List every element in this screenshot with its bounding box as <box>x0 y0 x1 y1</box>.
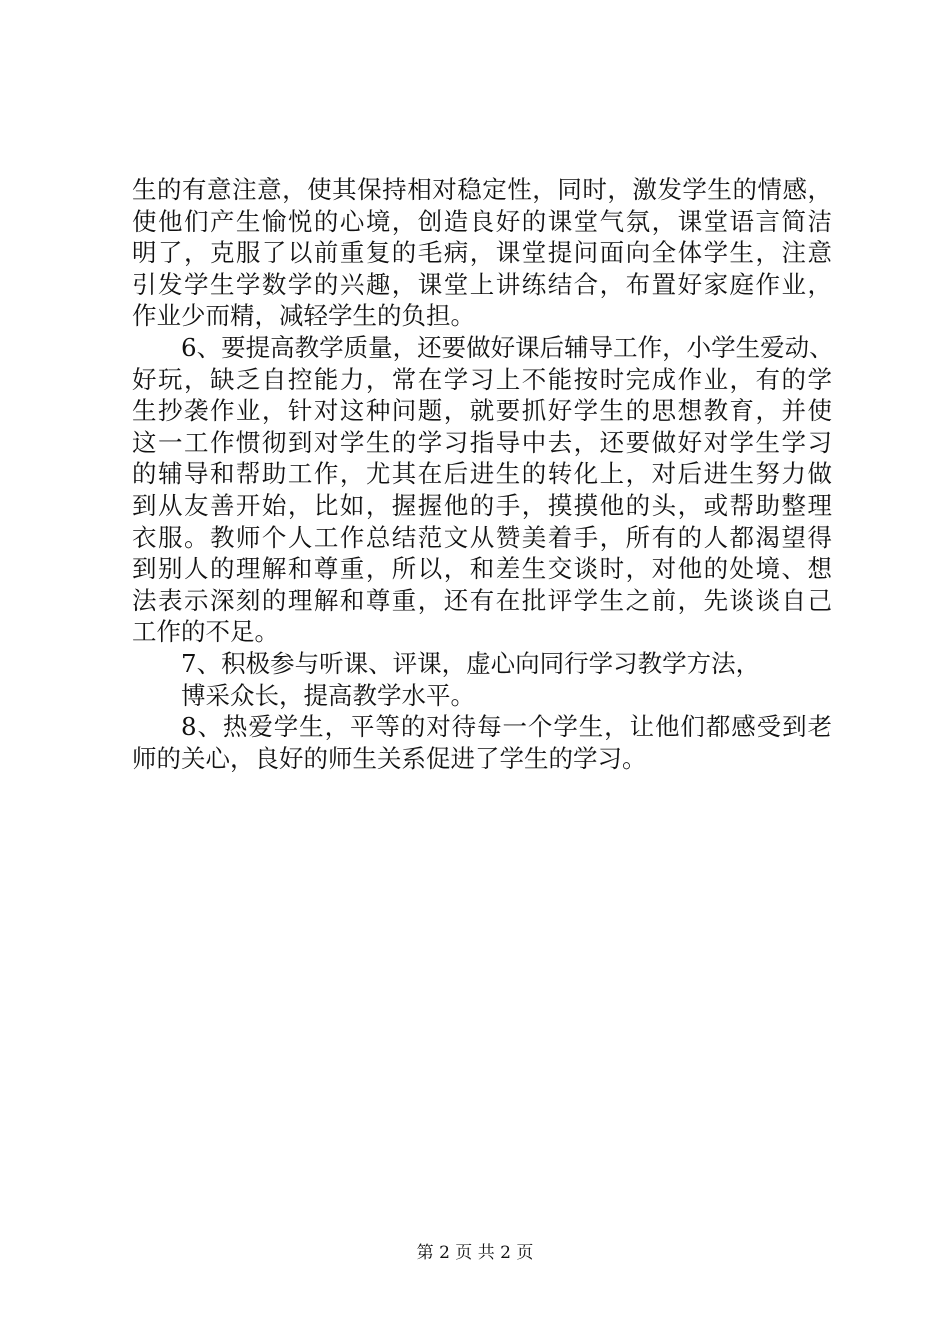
text-line: 7、积极参与听课、评课，虚心向同行学习教学方法， <box>181 648 761 678</box>
text-line: 法表示深刻的理解和尊重，还有在批评学生之前，先谈谈自己 <box>132 585 832 615</box>
text-line: 师的关心，良好的师生关系促进了学生的学习。 <box>132 743 647 773</box>
text-line: 引发学生学数学的兴趣，课堂上讲练结合，布置好家庭作业， <box>132 269 832 299</box>
text-line: 生的有意注意，使其保持相对稳定性，同时，激发学生的情感， <box>132 175 832 204</box>
text-line: 使他们产生愉悦的心境，创造良好的课堂气氛，课堂语言简洁 <box>132 206 832 236</box>
page-footer: 第 2 页 共 2 页 <box>416 1243 534 1263</box>
text-line: 博采众长，提高教学水平。 <box>181 680 475 710</box>
text-line: 到从友善开始，比如，握握他的手，摸摸他的头，或帮助整理 <box>132 490 832 520</box>
text-line: 衣服。教师个人工作总结范文从赞美着手，所有的人都渴望得 <box>132 522 832 552</box>
text-line: 到别人的理解和尊重，所以，和差生交谈时，对他的处境、想 <box>132 554 832 584</box>
document-body <box>132 174 832 774</box>
text-line: 明了，克服了以前重复的毛病，课堂提问面向全体学生，注意 <box>132 238 832 268</box>
text-line: 好玩，缺乏自控能力，常在学习上不能按时完成作业，有的学 <box>132 364 832 394</box>
text-line: 6、要提高教学质量，还要做好课后辅导工作，小学生爱动、 <box>181 332 834 362</box>
text-line: 作业少而精，减轻学生的负担。 <box>132 301 475 331</box>
text-line: 生抄袭作业，针对这种问题，就要抓好学生的思想教育，并使 <box>132 396 832 426</box>
text-line: 的辅导和帮助工作，尤其在后进生的转化上，对后进生努力做 <box>132 459 832 489</box>
text-line: 工作的不足。 <box>132 617 279 647</box>
text-line: 这一工作惯彻到对学生的学习指导中去，还要做好对学生学习 <box>132 427 832 457</box>
text-line: 8、热爱学生，平等的对待每一个学生，让他们都感受到老 <box>181 712 832 742</box>
